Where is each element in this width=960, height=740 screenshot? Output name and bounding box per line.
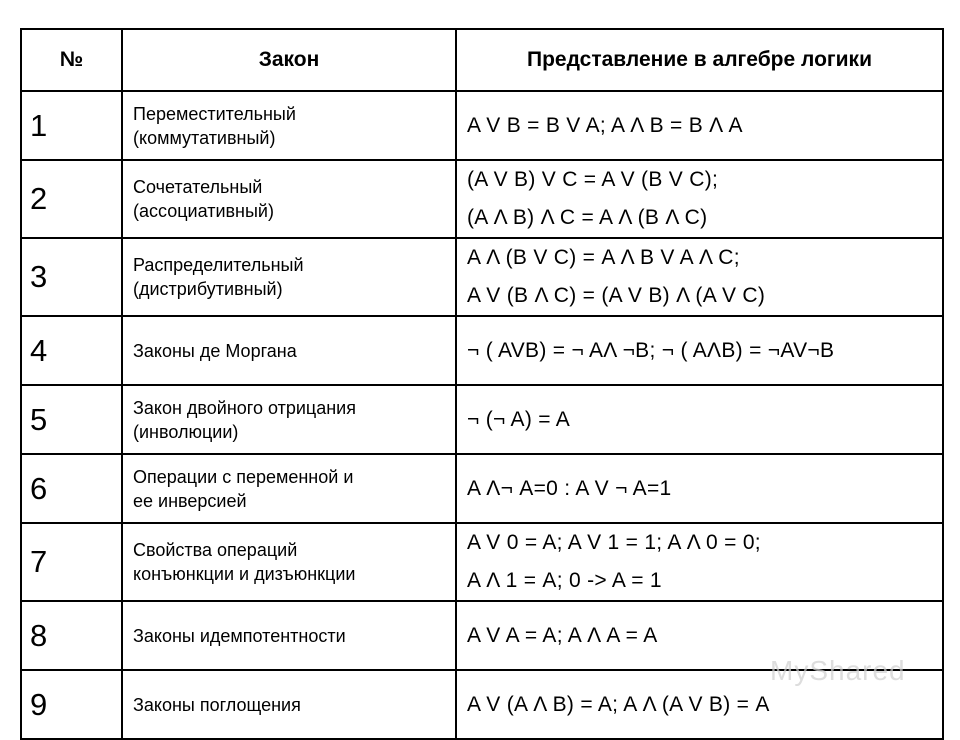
header-row xyxy=(21,29,943,91)
law-name xyxy=(122,454,456,523)
row-number: 1 xyxy=(21,91,122,160)
law-name-line: ее инверсией xyxy=(133,490,247,511)
law-name-line: Распределительный xyxy=(133,255,304,275)
formula-line: A Λ 1 = A; 0 -> A = 1 xyxy=(467,569,662,592)
law-name xyxy=(122,316,456,385)
row-number: 8 xyxy=(21,601,122,670)
law-formula xyxy=(456,523,943,601)
row-number: 7 xyxy=(21,523,122,601)
formula-line: A V (A Λ B) = A; A Λ (A V B) = A xyxy=(467,692,770,716)
formula-line: (A Λ B) Λ C = A Λ (B Λ C) xyxy=(467,206,708,229)
laws-table xyxy=(20,28,944,740)
law-name xyxy=(122,385,456,454)
row-number: 5 xyxy=(21,385,122,454)
law-formula xyxy=(456,91,943,160)
header-num: № xyxy=(21,29,122,91)
law-name-line: конъюнкции и дизъюнкции xyxy=(133,564,356,584)
law-name-line: Сочетательный xyxy=(133,177,263,197)
row-number: 4 xyxy=(21,316,122,385)
law-name-line: Законы де Моргана xyxy=(133,340,297,361)
formula-line: A V 0 = A; A V 1 = 1; A Λ 0 = 0; xyxy=(467,531,761,554)
row-number: 3 xyxy=(21,238,122,316)
table-row xyxy=(21,385,943,454)
law-name-line: (дистрибутивный) xyxy=(133,279,283,299)
watermark-logo: MyShared xyxy=(770,655,906,686)
law-formula xyxy=(456,238,943,316)
law-formula xyxy=(456,385,943,454)
row-number: 9 xyxy=(21,670,122,739)
law-name xyxy=(122,160,456,238)
formula-line: ¬ (¬ A) = A xyxy=(467,407,571,431)
law-name-line: (инволюции) xyxy=(133,421,239,442)
table-row xyxy=(21,91,943,160)
law-name-line: (коммутативный) xyxy=(133,127,276,148)
header-law: Закон xyxy=(122,29,456,91)
table-row xyxy=(21,316,943,385)
row-number: 2 xyxy=(21,160,122,238)
law-name-line: (ассоциативный) xyxy=(133,201,274,221)
law-name-line: Законы идемпотентности xyxy=(133,625,346,646)
formula-line: ¬ ( AVB) = ¬ AΛ ¬B; ¬ ( AΛB) = ¬AV¬B xyxy=(467,338,835,362)
law-name-line: Закон двойного отрицания xyxy=(133,397,356,418)
law-name xyxy=(122,523,456,601)
table-row xyxy=(21,238,943,316)
law-name-line: Переместительный xyxy=(133,103,296,124)
table-row xyxy=(21,523,943,601)
law-name xyxy=(122,238,456,316)
law-formula xyxy=(456,160,943,238)
formula-line: (A V B) V C = A V (B V C); xyxy=(467,168,719,191)
table-body xyxy=(21,91,943,739)
law-formula xyxy=(456,454,943,523)
law-name xyxy=(122,91,456,160)
header-representation: Представление в алгебре логики xyxy=(456,29,943,91)
table-row xyxy=(21,160,943,238)
law-name-line: Законы поглощения xyxy=(133,694,301,715)
law-name xyxy=(122,670,456,739)
formula-line: A V B = B V A; A Λ B = B Λ A xyxy=(467,113,743,137)
table-row xyxy=(21,454,943,523)
law-name-line: Операции с переменной и xyxy=(133,466,354,487)
law-name xyxy=(122,601,456,670)
formula-line: A Λ (B V C) = A Λ B V A Λ C; xyxy=(467,246,740,269)
formula-line: A Λ¬ A=0 : A V ¬ A=1 xyxy=(467,476,672,500)
row-number: 6 xyxy=(21,454,122,523)
formula-line: A V A = A; A Λ A = A xyxy=(467,623,658,647)
law-name-line: Свойства операций xyxy=(133,540,298,560)
formula-line: A V (B Λ C) = (A V B) Λ (A V C) xyxy=(467,284,766,307)
law-formula xyxy=(456,316,943,385)
